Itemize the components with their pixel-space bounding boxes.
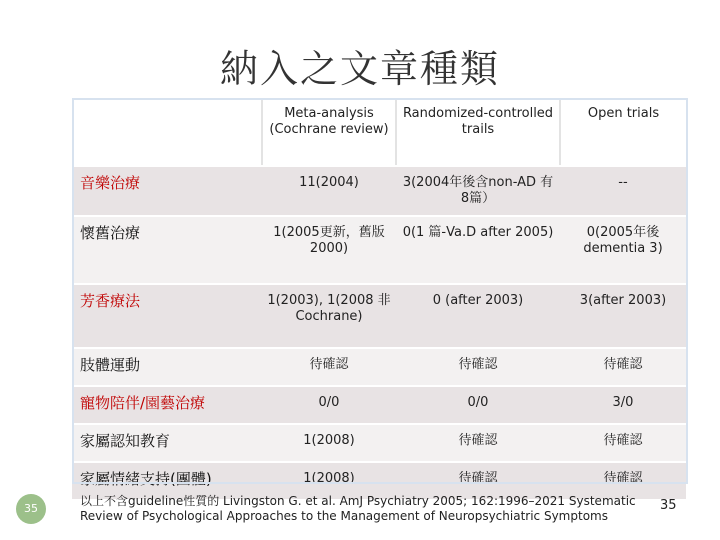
row-label: 音樂治療 — [72, 166, 262, 216]
header-cell-rct: Randomized-controlled trails — [396, 98, 560, 166]
row-label: 家屬情緒支持(團體) — [72, 462, 262, 500]
table-cell: 1(2008) — [262, 424, 396, 462]
header-cell-empty — [72, 98, 262, 166]
table-row — [72, 216, 686, 284]
table-row — [72, 284, 686, 348]
row-label: 懷舊治療 — [72, 216, 262, 284]
row-label: 芳香療法 — [72, 284, 262, 348]
page-badge: 35 — [16, 494, 46, 524]
table-cell: 11(2004) — [262, 166, 396, 216]
header-cell-meta-analysis: Meta-analysis (Cochrane review) — [262, 98, 396, 166]
table-cell: 待確認 — [262, 348, 396, 386]
row-label: 家屬認知教育 — [72, 424, 262, 462]
slide-title: 納入之文章種類 — [219, 47, 500, 91]
table-cell: 待確認 — [396, 348, 560, 386]
table-cell: 0/0 — [262, 386, 396, 424]
header-cell-open-trials: Open trials — [560, 98, 686, 166]
table-cell: 3(after 2003) — [560, 284, 686, 348]
table-cell: 待確認 — [560, 348, 686, 386]
table-cell: 1(2003), 1(2008 非Cochrane) — [262, 284, 396, 348]
table-cell: 待確認 — [560, 424, 686, 462]
table-cell: 3(2004年後含non-AD 有8篇） — [396, 166, 560, 216]
comparison-table — [72, 98, 686, 501]
footnote: 以上不含guideline性質的 Livingston G. et al. AmJ Psychiatry 2005; 162:1996–2021 Systematic Review of Psychological Approaches to the Management of Neuropsychiatric Symptoms — [80, 494, 636, 523]
table-cell: 待確認 — [396, 424, 560, 462]
table-cell: 待確認 — [396, 462, 560, 500]
table-cell: 0(1 篇-Va.D after 2005) — [396, 216, 560, 284]
table-cell: 1(2008) — [262, 462, 396, 500]
table-cell: -- — [560, 166, 686, 216]
table-cell: 0(2005年後 dementia 3) — [560, 216, 686, 284]
table-row — [72, 424, 686, 462]
table-cell: 待確認 — [560, 462, 686, 500]
table-cell: 1(2005更新，舊版2000) — [262, 216, 396, 284]
table-header-row — [72, 98, 686, 166]
table-cell: 3/0 — [560, 386, 686, 424]
table-cell: 0/0 — [396, 386, 560, 424]
row-label: 寵物陪伴/園藝治療 — [72, 386, 262, 424]
row-label: 肢體運動 — [72, 348, 262, 386]
table-row — [72, 348, 686, 386]
table-cell: 0 (after 2003) — [396, 284, 560, 348]
table-row — [72, 166, 686, 216]
table-row — [72, 386, 686, 424]
page-number: 35 — [660, 498, 677, 513]
